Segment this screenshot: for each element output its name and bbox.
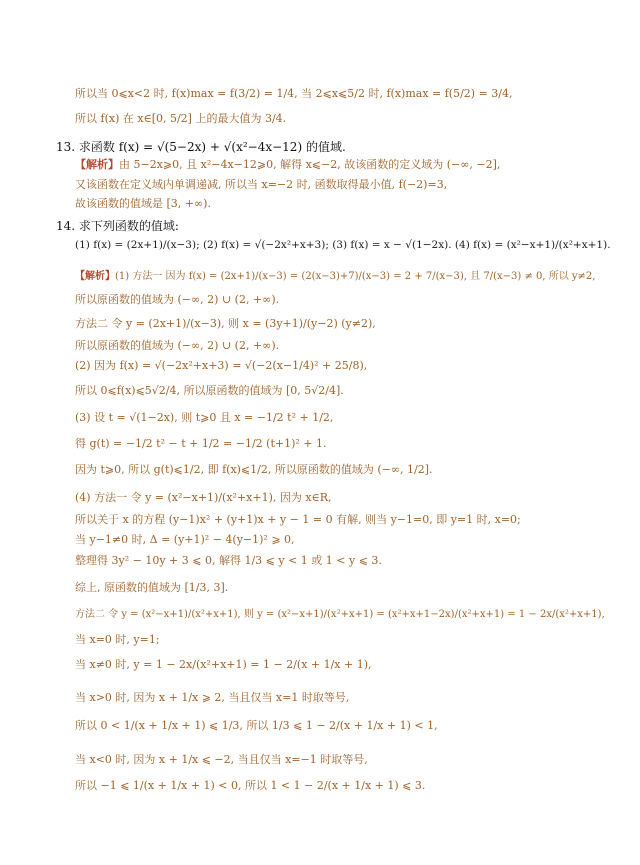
analysis-tag: 【解析】 — [75, 158, 119, 171]
problem-14-parts: (1) f(x) = (2x+1)/(x−3); (2) f(x) = √(−2x²+x+3); (3) f(x) = x − √(1−2x). (4) f(x) = (x²−x+1)/(x²+x+1). — [75, 239, 611, 251]
solution-line: 所以原函数的值域为 (−∞, 2) ∪ (2, +∞). — [75, 293, 280, 306]
solution-line: (4) 方法一 令 y = (x²−x+1)/(x²+x+1), 因为 x∈R, — [75, 491, 332, 504]
analysis-tag: 【解析】 — [75, 271, 115, 282]
solution-line: 得 g(t) = −1/2 t² − t + 1/2 = −1/2 (t+1)² + 1. — [75, 437, 327, 450]
solution-line — [75, 157, 500, 172]
solution-line: 所以原函数的值域为 (−∞, 2) ∪ (2, +∞). — [75, 339, 280, 352]
solution-line — [75, 269, 595, 284]
solution-text: 由 5−2x⩾0, 且 x²−4x−12⩾0, 解得 x⩽−2, 故该函数的定义域为 (−∞, −2], — [119, 158, 501, 171]
solution-line: 所以 0⩽f(x)⩽5√2/4, 所以原函数的值域为 [0, 5√2/4]. — [75, 384, 344, 397]
solution-line: 所以 0 < 1/(x + 1/x + 1) ⩽ 1/3, 所以 1/3 ⩽ 1 − 2/(x + 1/x + 1) < 1, — [75, 719, 438, 732]
solution-line: 当 x=0 时, y=1; — [75, 633, 160, 646]
solution-line: 当 x≠0 时, y = 1 − 2x/(x²+x+1) = 1 − 2/(x + 1/x + 1), — [75, 658, 372, 671]
solution-line: 又该函数在定义域内单调递减, 所以当 x=−2 时, 函数取得最小值, f(−2)=3, — [75, 178, 448, 191]
solution-line: 因为 t⩾0, 所以 g(t)⩽1/2, 即 f(x)⩽1/2, 所以原函数的值域为 (−∞, 1/2]. — [75, 463, 433, 476]
solution-line: 所以 −1 ⩽ 1/(x + 1/x + 1) < 0, 所以 1 < 1 − 2/(x + 1/x + 1) ⩽ 3. — [75, 779, 426, 792]
solution-line: 综上, 原函数的值域为 [1/3, 3]. — [75, 581, 229, 594]
solution-line: (3) 设 t = √(1−2x), 则 t⩾0 且 x = −1/2 t² + 1/2, — [75, 411, 334, 424]
solution-line: 故该函数的值域是 [3, +∞). — [75, 197, 211, 210]
problem-13-statement: 13. 求函数 f(x) = √(5−2x) + √(x²−4x−12) 的值域. — [56, 140, 346, 154]
problem-14-statement: 14. 求下列函数的值域: — [56, 219, 179, 233]
solution-line: 方法二 令 y = (x²−x+1)/(x²+x+1), 则 y = (x²−x+1)/(x²+x+1) = (x²+x+1−2x)/(x²+x+1) = 1 − 2x/(x²+x+1), — [75, 609, 605, 620]
solution-line: 整理得 3y² − 10y + 3 ⩽ 0, 解得 1/3 ⩽ y < 1 或 1 < y ⩽ 3. — [75, 554, 382, 567]
solution-line: 当 x>0 时, 因为 x + 1/x ⩾ 2, 当且仅当 x=1 时取等号, — [75, 691, 350, 704]
solution-line: 方法二 令 y = (2x+1)/(x−3), 则 x = (3y+1)/(y−2) (y≠2), — [75, 317, 376, 330]
solution-line: 所以 f(x) 在 x∈[0, 5/2] 上的最大值为 3/4. — [75, 112, 287, 125]
solution-line: 所以当 0⩽x<2 时, f(x)max = f(3/2) = 1/4, 当 2⩽x⩽5/2 时, f(x)max = f(5/2) = 3/4, — [75, 87, 513, 100]
solution-line: 当 y−1≠0 时, Δ = (y+1)² − 4(y−1)² ⩾ 0, — [75, 533, 295, 546]
solution-line: (2) 因为 f(x) = √(−2x²+x+3) = √(−2(x−1/4)² + 25/8), — [75, 359, 368, 372]
solution-line: 所以关于 x 的方程 (y−1)x² + (y+1)x + y − 1 = 0 有解, 则当 y−1=0, 即 y=1 时, x=0; — [75, 513, 521, 526]
solution-text: (1) 方法一 因为 f(x) = (2x+1)/(x−3) = (2(x−3)+7)/(x−3) = 2 + 7/(x−3), 且 7/(x−3) ≠ 0, 所以 y≠2, — [115, 271, 596, 282]
solution-line: 当 x<0 时, 因为 x + 1/x ⩽ −2, 当且仅当 x=−1 时取等号, — [75, 753, 368, 766]
